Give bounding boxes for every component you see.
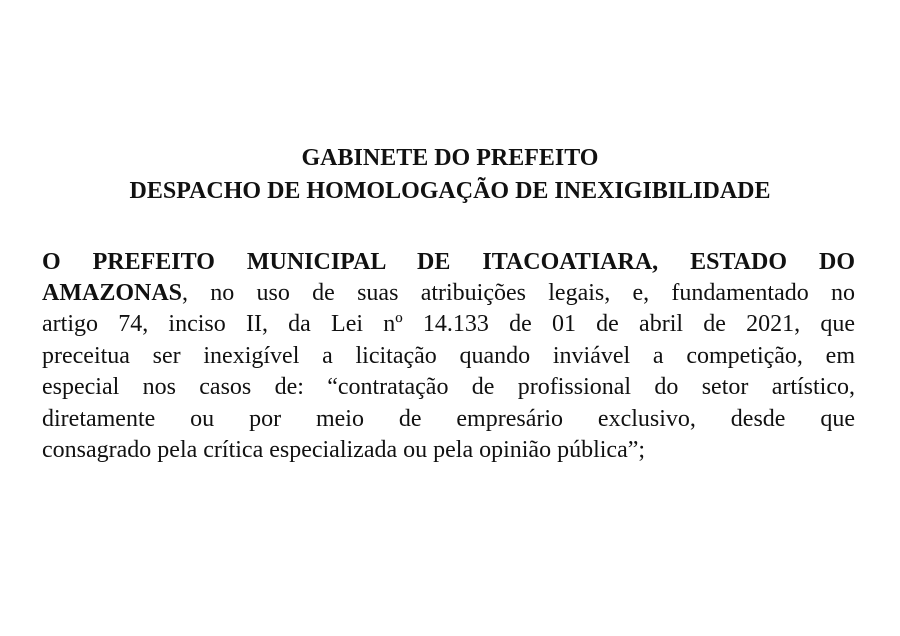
paragraph-line: especial nos casos de: “contratação de profissional do setor artístico, — [42, 374, 855, 400]
paragraph-line: preceitua ser inexigível a licitação quando inviável a competição, em — [42, 343, 855, 369]
paragraph-line: O PREFEITO MUNICIPAL DE ITACOATIARA, ESTADO DO — [42, 249, 855, 275]
state-name: AMAZONAS — [42, 280, 183, 306]
office-heading: GABINETE DO PREFEITO — [301, 145, 599, 171]
paragraph-line: diretamente ou por meio de empresário exclusivo, desde que — [42, 406, 855, 432]
dispatch-title: DESPACHO DE HOMOLOGAÇÃO DE INEXIGIBILIDADE — [129, 178, 771, 204]
paragraph-line — [42, 279, 855, 308]
paragraph-line: consagrado pela crítica especializada ou pela opinião pública”; — [42, 437, 646, 463]
paragraph-text: , no uso de suas atribuições legais, e, fundamentado no — [182, 280, 855, 306]
paragraph-line: artigo 74, inciso II, da Lei nº 14.133 de 01 de abril de 2021, que — [42, 311, 855, 337]
